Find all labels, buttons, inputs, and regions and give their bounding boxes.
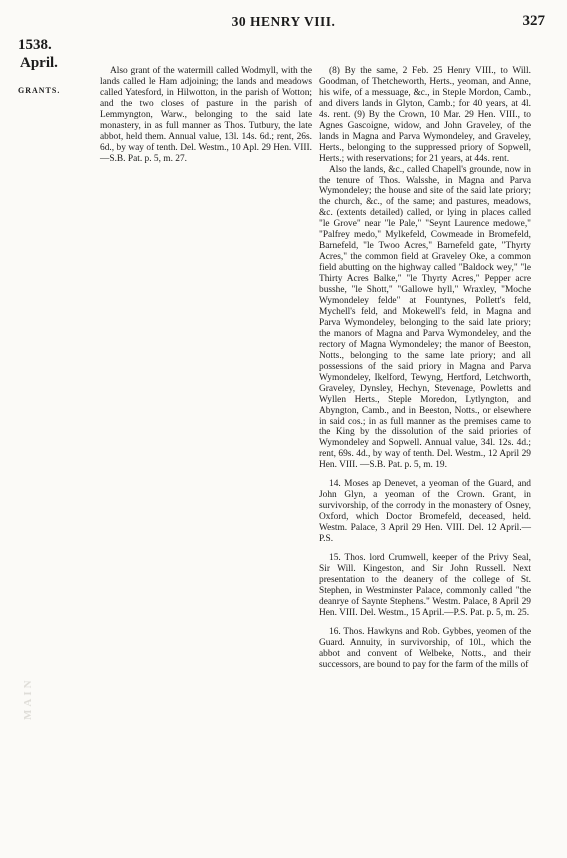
paragraph: 14. Moses ap Denevet, a yeoman of the Guard, and John Glyn, a yeoman of the Crown. Grant, in survivorship, of the corrody in the monastery of Osney, Oxford, which Doctor Bromefeld, deceased, held. Westm. Palace, 3 April 29 Hen. VIII. Del. 12 April.—P.S. xyxy=(319,479,531,545)
library-watermark: MAIN xyxy=(22,677,34,720)
left-text-column xyxy=(100,66,312,165)
page-header xyxy=(0,14,567,34)
margin-section-label: GRANTS. xyxy=(18,86,61,95)
page-number: 327 xyxy=(522,13,545,29)
paragraph: Also the lands, &c., called Chapell's grounde, now in the tenure of Thos. Walsshe, in Magna and Parva Wymondeley; the house and site of the said late priory; the church, &c., of the same; and pastures, meadows, &c. (extents detailed) called, or lying in places called "le Grove" near "le Pale," "Seynt Laurence medowe," "Palfrey medo," Mylkefeld, Cowmeade in Bromefeld, Barnefeld, "le Twoo Acres," Barnefeld gate, "Thyrty Acres," the common field at Graveley Oke, a common field abutting on the highway called "Baldock wey," "le Thirty Acres Balke," "le Thyrty Acres," Pepper acre busshe, "le Shott," "Gallowe hyll," Wraxley, "Moche Wymondeley felde" at Fountynes, Pollett's feld, Mychell's feld, and Mokewell's feld, in Magna and Parva Wymondeley, belonging to the said late priory; the manors of Magna and Parva Wymondeley, and the rectory of Magna Wymondeley; the manor of Beeston, Notts., belonging to the same late priory; and all possessions of the said priory in Magna and Parva Wymondeley, Ikelford, Tewyng, Hertford, Letchworth, Graveley, Dynsley, Hechyn, Stevenage, Powletts and Wyllen Herts., Steple Moredon, Lytlyngton, and Abyngton, Camb., and in Beeston, Notts., or elsewhere in said cos.; in as full manner as the premises came to the King by the dissolution of the said priories of Wymondeley and Sopwell. Annual value, 34l. 12s. 4d.; rent, 69s. 4d., by way of tenth. Del. Westm., 12 April 29 Hen. VIII. —S.B. Pat. p. 5, m. 19. xyxy=(319,164,531,471)
margin-notes xyxy=(18,36,88,95)
paragraph: 16. Thos. Hawkyns and Rob. Gybbes, yeomen of the Guard. Annuity, in survivorship, of 10l., which the abbot and convent of Welbeke, Notts., and their successors, are bound to pay for the farm of the mills of xyxy=(319,626,531,670)
margin-month: April. xyxy=(20,55,58,71)
running-title: 30 HENRY VIII. xyxy=(231,14,336,29)
paragraph: (8) By the same, 2 Feb. 25 Henry VIII., to Will. Goodman, of Thetcheworth, Herts., yeoman, and Anne, his wife, of a messuage, &c., in Steple Mordon, Camb., and divers lands in Glyton, Camb.; for 40 years, at 4l. 4s. rent. (9) By the Crown, 10 Mar. 29 Hen. VIII., to Agnes Gascoigne, widow, and John Graveley, of the lands in Magna and Parva Wymondeley, and Graveley, Herts., belonging to the suppressed priory of Sopwell, Herts.; with reservations; for 21 years, at 44s. rent. xyxy=(319,66,531,164)
paragraph: Also grant of the watermill called Wodmyll, with the lands called le Ham adjoining; the lands and meadows called Yatesford, in Hilwotton, in the parish of Wotton; and the two closes of pasture in the parish of Lemmyngton, Warw., belonging to the said late monastery, in as full manner as Thos. Tutbury, the late abbot, held them. Annual value, 13l. 14s. 6d.; rent, 26s. 6d., by way of tenth. Del. Westm., 10 Apl. 29 Hen. VIII. —S.B. Pat. p. 5, m. 27. xyxy=(100,66,312,164)
right-text-column xyxy=(319,66,531,671)
paragraph: 15. Thos. lord Crumwell, keeper of the Privy Seal, Sir Will. Kingeston, and Sir John Russell. Next presentation to the deanery of the college of St. Stephen, in Westminster Palace, commonly called "the deanrye of Saynte Stephens." Westm. Palace, 8 April 29 Hen. VIII. Del. Westm., 15 April.—P.S. Pat. p. 5, m. 25. xyxy=(319,552,531,618)
margin-year: 1538. xyxy=(18,37,52,53)
